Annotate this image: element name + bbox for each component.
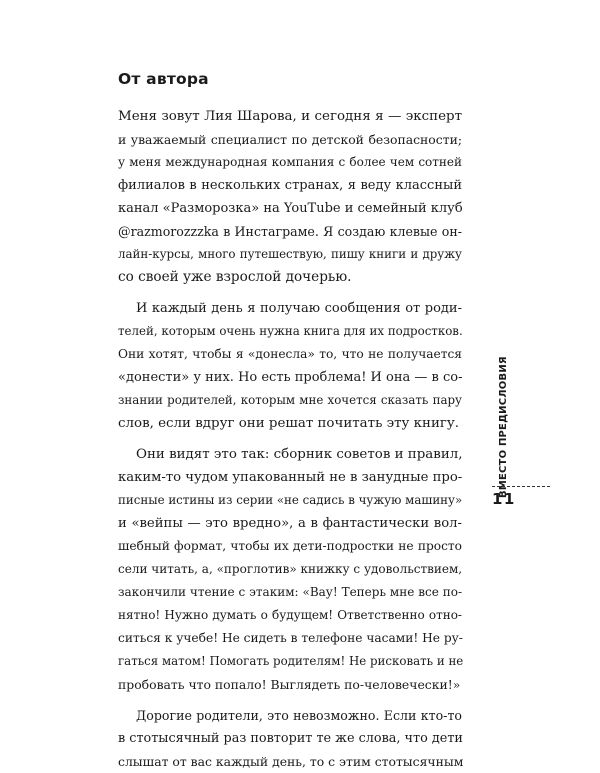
text-line: @razmorozzzka в Инстаграме. Я создаю клевые он- xyxy=(118,224,462,240)
text-line: слышат от вас каждый день, то с этим стотысячным xyxy=(118,754,464,770)
text-line: телей, которым очень нужна книга для их подростков. xyxy=(118,324,463,339)
text-line: закончили чтение с этаким: «Вау! Теперь мне все по- xyxy=(118,585,462,600)
text-line: и уважаемый специалист по детской безопасности; xyxy=(118,132,462,148)
text-line: гаться матом! Помогать родителям! Не рисковать и не xyxy=(118,654,464,669)
text-line: каким-то чудом упакованный не в занудные про- xyxy=(118,469,463,485)
text-line: Дорогие родители, это невозможно. Если кто-то xyxy=(136,707,462,723)
section-heading: От автора xyxy=(118,70,209,88)
text-line: со своей уже взрослой дочерью. xyxy=(118,269,352,286)
body-text xyxy=(118,105,462,773)
page-number: 11 xyxy=(492,490,516,508)
text-line: нятно! Нужно думать о будущем! Ответственно отно- xyxy=(118,608,462,623)
text-line: знании родителей, которым мне хочется сказать пару xyxy=(118,393,462,408)
text-line: канал «Разморозка» на YouTube и семейный клуб xyxy=(118,201,463,217)
text-line: в стотысячный раз повторит те же слова, что дети xyxy=(118,731,463,746)
text-line: филиалов в нескольких странах, я веду классный xyxy=(118,178,462,194)
text-line: у меня международная компания с более чем сотней xyxy=(118,155,462,170)
chapter-side-label-text: ВМЕСТО ПРЕДИСЛОВИЯ xyxy=(498,356,509,498)
text-line: Они видят это так: сборник советов и правил, xyxy=(136,446,463,462)
text-line: сели читать, а, «проглотив» книжку с удовольствием, xyxy=(118,562,463,577)
text-line: Меня зовут Лия Шарова, и сегодня я — эксперт xyxy=(118,109,462,124)
text-line: лайн-курсы, много путешествую, пишу книги и дружу xyxy=(118,247,462,262)
text-line: Они хотят, чтобы я «донесла» то, что не получается xyxy=(118,347,462,362)
text-line: ситься к учебе! Не сидеть в телефоне часами! Не ру- xyxy=(118,631,463,646)
text-line: пробовать что попало! Выглядеть по-человечески!» xyxy=(118,677,461,693)
text-line: слов, если вдруг они решат почитать эту книгу. xyxy=(118,416,460,432)
text-line: писные истины из серии «не садись в чужую машину» xyxy=(118,492,463,507)
text-line: И каждый день я получаю сообщения от роди- xyxy=(136,300,462,316)
side-divider xyxy=(492,486,550,487)
text-line: и «вейпы — это вредно», а в фантастически вол- xyxy=(118,515,462,531)
text-line: «донести» у них. Но есть проблема! И она — в со- xyxy=(118,370,463,386)
text-line: шебный формат, чтобы их дети-подростки не просто xyxy=(118,539,462,554)
